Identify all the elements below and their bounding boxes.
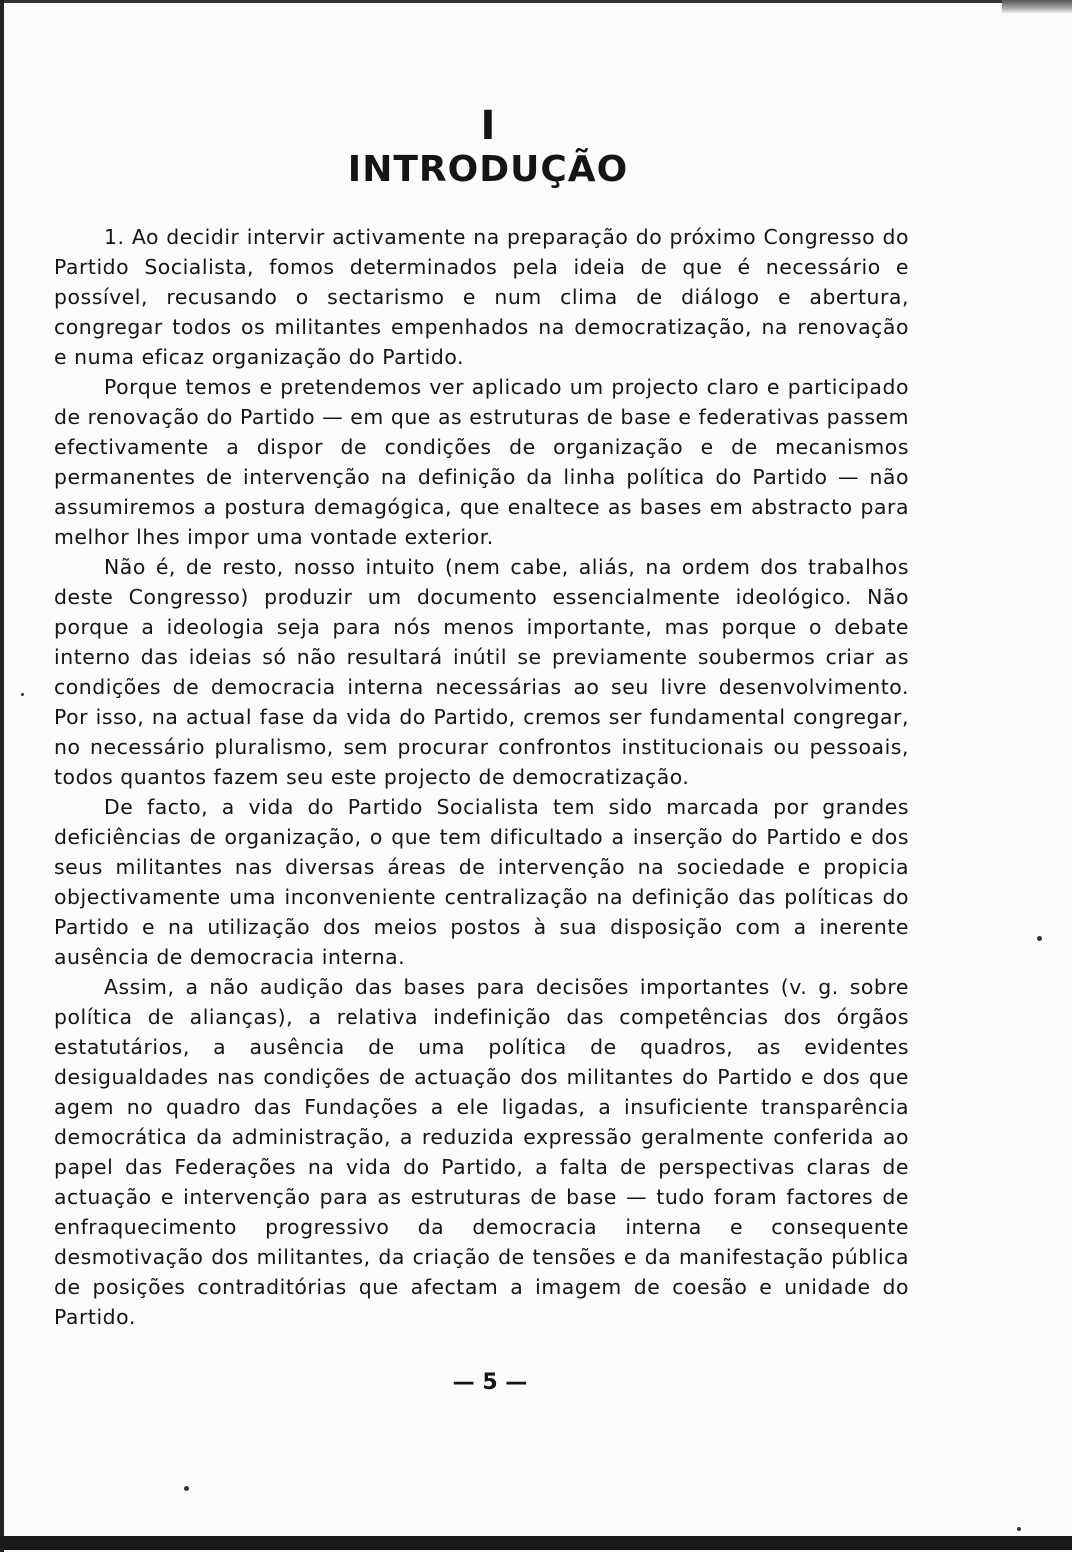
chapter-number: I [480,103,496,149]
paragraph-1: 1. Ao decidir intervir activamente na preparação do próximo Congresso do Partido Socialista, fomos determinados pela ideia de que é necessário e possível, recusando o sectarismo e num clima de diálogo e abertura, congregar todos os militantes empenhados na democratização, na renovação e numa eficaz organização do Partido. [54,225,909,369]
paragraph-3: Não é, de resto, nosso intuito (nem cabe, aliás, na ordem dos trabalhos deste Congresso) produzir um documento essencialmente ideológico. Não porque a ideologia seja para nós menos importante, mas porque o debate interno das ideias só não resultará inútil se previamente soubermos criar as condições de democracia interna necessárias ao seu livre desenvolvimento. Por isso, na actual fase da vida do Partido, cremos ser fundamental congregar, no necessário pluralismo, sem procurar confrontos institucionais ou pessoais, todos quantos fazem seu este projecto de democratização. [54,555,909,789]
chapter-title: INTRODUÇÃO [347,149,629,190]
paragraph-5: Assim, a não audição das bases para decisões importantes (v. g. sobre política de alianças), a relativa indefinição das competências dos órgãos estatutários, a ausência de uma política de quadros, as evidentes desigualdades nas condições de actuação dos militantes do Partido e dos que agem no quadro das Fundações a ele ligadas, a insuficiente transparência democrática da administração, a reduzida expressão geralmente conferida ao papel das Federações na vida do Partido, a falta de perspectivas claras de actuação e intervenção para as estruturas de base — tudo foram factores de enfraquecimento progressivo da democracia interna e consequente desmotivação dos militantes, da criação de tensões e da manifestação pública de posições contraditórias que afectam a imagem de coesão e unidade do Partido. [54,975,909,1329]
scan-speck [21,693,24,696]
scan-edge-left [0,0,4,1552]
paragraph-2: Porque temos e pretendemos ver aplicado um projecto claro e participado de renovação do Partido — em que as estruturas de base e federativas passem efectivamente a dispor de condições de organização e de mecanismos permanentes de intervenção na definição da linha política do Partido — não assumiremos a postura demagógica, que enaltece as bases em abstracto para melhor lhes impor uma vontade exterior. [54,375,909,549]
scan-edge-top [0,0,1072,3]
scan-edge-bottom [0,1536,1072,1550]
body-text [54,222,909,1332]
scan-speck [1037,936,1042,941]
scan-speck [1017,1527,1021,1531]
scan-speck [184,1486,189,1491]
paragraph-4: De facto, a vida do Partido Socialista tem sido marcada por grandes deficiências de organização, o que tem dificultado a inserção do Partido e dos seus militantes nas diversas áreas de intervenção na sociedade e propicia objectivamente uma inconveniente centralização na definição das políticas do Partido e na utilização dos meios postos à sua disposição com a inerente ausência de democracia interna. [54,795,909,969]
page-number: — 5 — [452,1370,528,1395]
scan-corner-mark [1002,0,1072,14]
